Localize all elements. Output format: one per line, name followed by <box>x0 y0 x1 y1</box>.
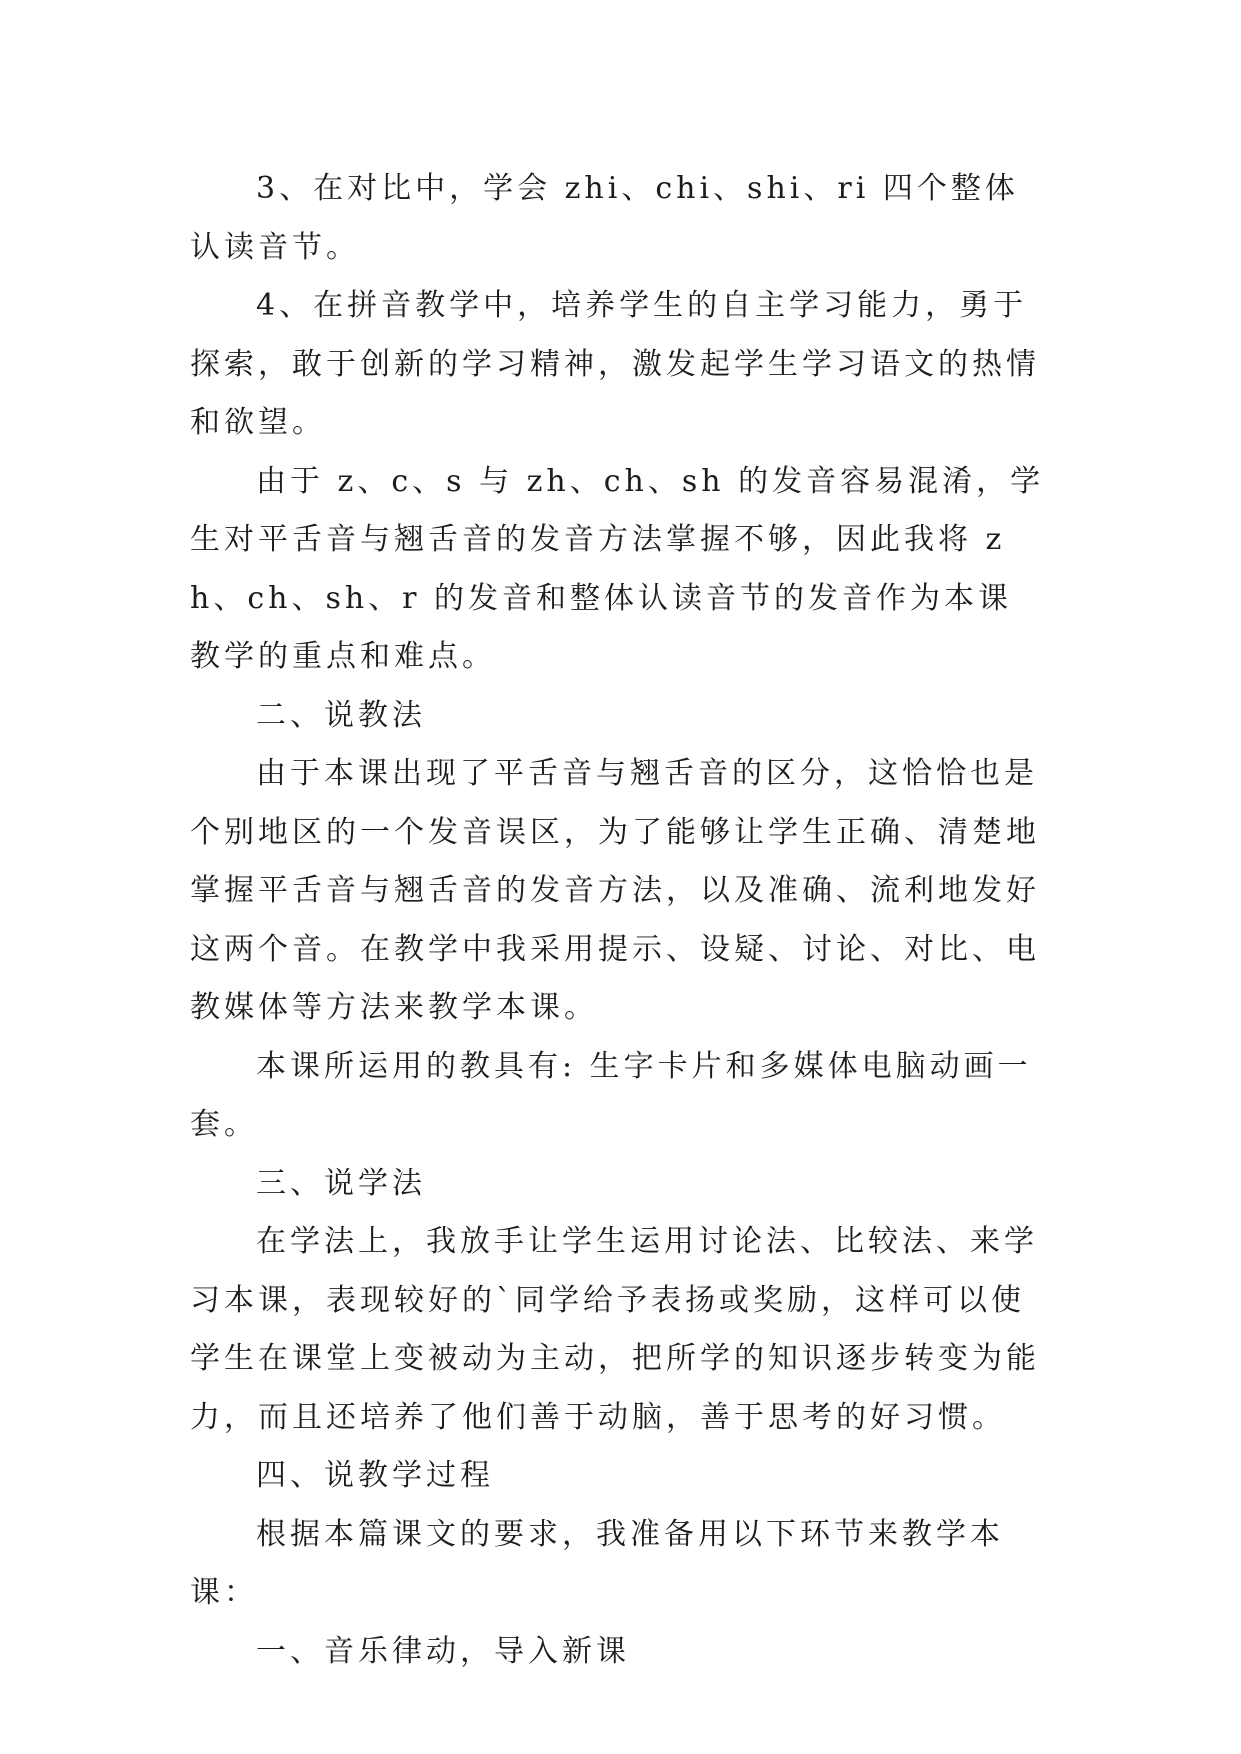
heading-step-1: 一、音乐律动，导入新课 <box>256 1633 630 1669</box>
paragraph-objective-3: 3、在对比中，学会 zhi、chi、shi、ri 四个整体认读音节。 <box>190 171 1019 265</box>
paragraph-teaching-method: 由于本课出现了平舌音与翘舌音的区分，这恰恰也是个别地区的一个发音误区，为了能够让学生正确、清楚地掌握平舌音与翘舌音的发音方法，以及准确、流利地发好这两个音。在教学中我采用提示、设疑、讨论、对比、电教媒体等方法来教学本课。 <box>190 756 1040 1025</box>
paragraph-key-points: 由于 z、c、s 与 zh、ch、sh 的发音容易混淆，学生对平舌音与翘舌音的发音方法掌握不够，因此我将 zh、ch、sh、r 的发音和整体认读音节的发音作为本课教学的重点和难点。 <box>190 463 1045 674</box>
heading-teaching-method: 二、说教法 <box>256 697 426 733</box>
heading-learning-method: 三、说学法 <box>256 1165 426 1201</box>
heading-teaching-process: 四、说教学过程 <box>256 1458 494 1493</box>
paragraph-objective-4: 4、在拼音教学中，培养学生的自主学习能力，勇于探索，敢于创新的学习精神，激发起学生学习语文的热情和欲望。 <box>190 288 1040 440</box>
document-body <box>190 160 1045 1681</box>
paragraph-teaching-aids: 本课所运用的教具有: 生字卡片和多媒体电脑动画一套。 <box>190 1048 1032 1142</box>
paragraph-teaching-process-intro: 根据本篇课文的要求，我准备用以下环节来教学本课： <box>190 1516 1004 1610</box>
paragraph-learning-method: 在学法上，我放手让学生运用讨论法、比较法、来学习本课，表现较好的`同学给予表扬或奖励，这样可以使学生在课堂上变被动为主动，把所学的知识逐步转变为能力，而且还培养了他们善于动脑，善于思考的好习惯。 <box>190 1224 1040 1435</box>
